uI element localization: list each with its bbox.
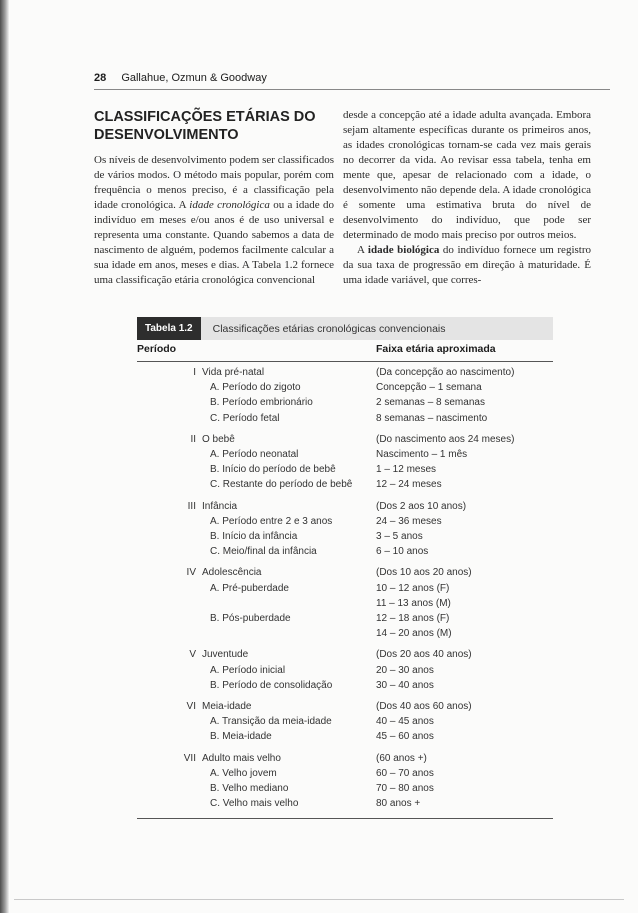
page-number: 28 xyxy=(94,72,107,84)
period-numeral: III xyxy=(187,500,196,512)
table-row xyxy=(0,752,638,766)
text-run: Os níveis de desenvolvimento podem ser classificados de vários modos. O método mais popular, porém com frequência o menos preciso, é a classificação pela idade cronológica. A xyxy=(94,154,334,211)
term-italic: idade cronológica xyxy=(189,199,270,211)
age-range: 8 semanas – nascimento xyxy=(376,412,488,424)
age-range: 80 anos + xyxy=(376,798,421,810)
age-range: 24 – 36 meses xyxy=(376,515,442,527)
term-bold: idade biológica xyxy=(367,244,440,256)
table-row xyxy=(0,463,638,477)
age-range: (Dos 20 aos 40 anos) xyxy=(376,649,472,661)
age-range: (60 anos +) xyxy=(376,752,427,764)
sub-period-name: B. Início do período de bebê xyxy=(210,464,336,476)
table-row xyxy=(0,767,638,781)
table-row xyxy=(0,545,638,559)
age-range: Concepção – 1 semana xyxy=(376,382,482,394)
age-range: (Dos 10 aos 20 anos) xyxy=(376,567,472,579)
body-text xyxy=(94,153,334,288)
table-row xyxy=(0,582,638,596)
sub-period-name: B. Velho mediano xyxy=(210,783,289,794)
age-range: Nascimento – 1 mês xyxy=(376,449,468,460)
age-range: (Do nascimento aos 24 meses) xyxy=(376,433,515,445)
period-numeral: VI xyxy=(186,701,196,712)
table-row xyxy=(0,433,638,447)
table-row xyxy=(0,627,638,641)
sub-period-name: A. Período neonatal xyxy=(210,449,299,460)
age-range: 11 – 13 anos (M) xyxy=(376,597,451,609)
table-row xyxy=(0,566,638,580)
table-row xyxy=(0,679,638,693)
authors: Gallahue, Ozmun & Goodway xyxy=(121,72,267,84)
age-range: (Dos 40 aos 60 anos) xyxy=(376,701,472,712)
header-divider xyxy=(137,361,553,362)
text-run: do indivíduo fornece um registro da sua taxa de progressão em direção à maturidade. É uma idade variável, que corres- xyxy=(343,244,592,286)
age-range: 45 – 60 anos xyxy=(376,731,434,743)
table-row xyxy=(0,597,638,611)
age-range: 20 – 30 anos xyxy=(376,664,434,676)
sub-period-name: A. Velho jovem xyxy=(210,767,277,779)
period-numeral: II xyxy=(190,433,196,445)
age-range: (Dos 2 aos 10 anos) xyxy=(376,500,467,512)
sub-period-name: B. Pós-puberdade xyxy=(210,613,291,624)
sub-period-name: C. Período fetal xyxy=(210,412,280,424)
column-header-period: Período xyxy=(137,343,177,355)
table-row xyxy=(0,412,638,426)
period-name: Vida pré-natal xyxy=(202,367,265,378)
period-name: Juventude xyxy=(202,649,249,661)
body-text-continued xyxy=(343,108,591,243)
period-name: O bebê xyxy=(202,433,235,445)
table-row xyxy=(0,515,638,529)
table-row xyxy=(0,782,638,796)
period-numeral: VII xyxy=(183,752,196,764)
table-row xyxy=(0,664,638,678)
table-row xyxy=(0,478,638,492)
table-row xyxy=(0,797,638,811)
age-range: 1 – 12 meses xyxy=(376,464,437,476)
running-header xyxy=(94,72,267,84)
sub-period-name: C. Meio/final da infância xyxy=(210,546,317,558)
column-header-range: Faixa etária aproximada xyxy=(376,343,496,355)
section-title: CLASSIFICAÇÕES ETÁRIAS DO DESENVOLVIMENTO xyxy=(94,109,316,143)
period-numeral: IV xyxy=(186,567,196,579)
table-row xyxy=(0,648,638,662)
table-caption-bar xyxy=(137,317,553,340)
table-row xyxy=(0,366,638,380)
age-range: 12 – 24 meses xyxy=(376,479,442,491)
table-row xyxy=(0,700,638,714)
age-range: 60 – 70 anos xyxy=(376,767,434,779)
table-row xyxy=(0,448,638,462)
sub-period-name: C. Restante do período de bebê xyxy=(210,479,353,491)
age-range: 6 – 10 anos xyxy=(376,546,429,558)
age-range: 10 – 12 anos (F) xyxy=(376,582,450,594)
table-row xyxy=(0,396,638,410)
sub-period-name: A. Período do zigoto xyxy=(210,382,301,394)
age-range: 12 – 18 anos (F) xyxy=(376,613,450,624)
period-numeral: V xyxy=(189,649,196,661)
table-row xyxy=(0,500,638,514)
sub-period-name: B. Período de consolidação xyxy=(210,679,333,691)
period-name: Meia-idade xyxy=(202,701,252,712)
right-column xyxy=(343,108,591,288)
sub-period-name: A. Período inicial xyxy=(210,664,286,676)
table-row xyxy=(0,381,638,395)
left-column xyxy=(94,108,334,288)
biological-age-paragraph xyxy=(343,243,591,288)
sub-period-name: A. Pré-puberdade xyxy=(210,582,289,594)
period-numeral: I xyxy=(193,367,196,378)
period-name: Adolescência xyxy=(202,567,262,579)
text-run: desde a concepção até a idade adulta avançada. Embora sejam altamente específicas durante os primeiros anos, as idades cronológicas tornam-se cada vez mais gerais no decorrer da vida. Ao revisar essa tabela, tenha em mente que, apesar de relacionado com a idade, o desenvolvimento não depende dela. A idade cronológica é somente uma estimativa bruta do nível de desenvolvimento do indivíduo, que pode ser determinado de modo mais preciso por outros meios. xyxy=(343,109,591,241)
sub-period-name: B. Meia-idade xyxy=(210,731,272,743)
table-row xyxy=(0,715,638,729)
period-name: Infância xyxy=(202,500,238,512)
sub-period-name: A. Transição da meia-idade xyxy=(210,716,332,728)
age-range: 30 – 40 anos xyxy=(376,679,434,691)
sub-period-name: A. Período entre 2 e 3 anos xyxy=(210,515,333,527)
sub-period-name: C. Velho mais velho xyxy=(210,798,299,810)
sub-period-name: B. Período embrionário xyxy=(210,397,313,409)
table-row xyxy=(0,730,638,744)
age-range: 70 – 80 anos xyxy=(376,783,434,794)
table-bottom-rule xyxy=(137,818,553,819)
text-run: A xyxy=(357,244,368,256)
text-run: ou a idade do indivíduo em meses e/ou anos é de uso universal e representa uma constante. Quando sabemos a data de nascimento de alguém, podemos facilmente calcular a sua idade em anos, meses e dias. A Tabela 1.2 fornece uma classificação etária cronológica convencional xyxy=(94,199,334,286)
age-range: (Da concepção ao nascimento) xyxy=(376,367,515,378)
age-range: 14 – 20 anos (M) xyxy=(376,628,452,640)
age-range: 3 – 5 anos xyxy=(376,531,423,542)
table-row xyxy=(0,530,638,544)
period-name: Adulto mais velho xyxy=(202,752,281,764)
header-rule xyxy=(94,89,610,90)
age-range: 2 semanas – 8 semanas xyxy=(376,397,485,409)
sub-period-name: B. Início da infância xyxy=(210,531,298,542)
table-caption: Classificações etárias cronológicas convencionais xyxy=(212,322,446,335)
table-row xyxy=(0,612,638,626)
page-bottom-edge xyxy=(14,899,624,900)
table-badge: Tabela 1.2 xyxy=(137,317,201,340)
age-range: 40 – 45 anos xyxy=(376,716,434,728)
